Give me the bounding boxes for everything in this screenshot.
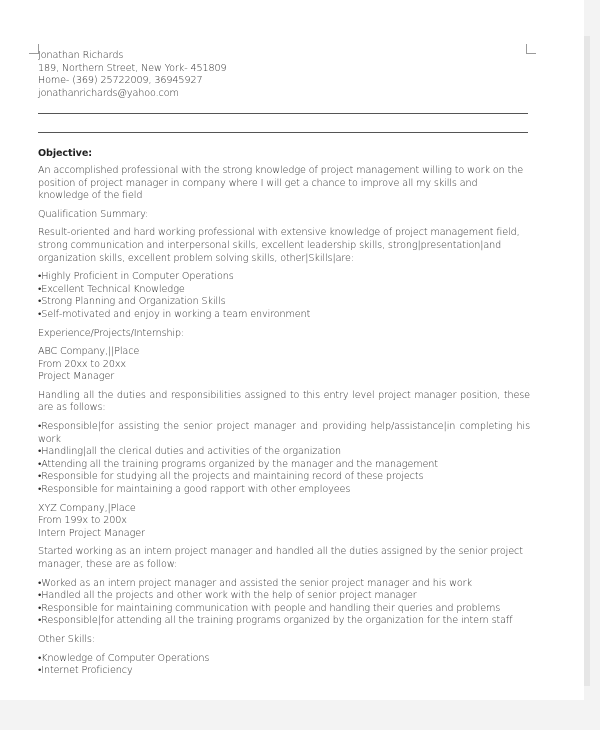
list-item: •Knowledge of Computer Operations — [38, 652, 210, 664]
list-item: •Self-motivated and enjoy in working a team environment — [38, 308, 311, 320]
list-item: •Responsible for studying all the projects and maintaining record of these projects — [38, 471, 424, 483]
list-item: •Strong Planning and Organization Skills — [38, 296, 226, 308]
job2-summary: Started working as an intern project manager and handled all the duties assigned by the senior project manager, these are as follow: — [38, 546, 523, 570]
applicant-name: Jonathan Richards — [38, 50, 124, 61]
list-item: •Handled all the projects and other work with the help of senior project manager — [38, 590, 417, 602]
experience-heading: Experience/Projects/Internship: — [38, 327, 185, 339]
job1-company: ABC Company,||Place — [38, 346, 140, 358]
list-item: •Excellent Technical Knowledge — [38, 283, 185, 295]
applicant-address: 189, Northern Street, New York- 451809 — [38, 62, 227, 74]
list-item: •Internet Proficiency — [38, 665, 133, 677]
qualification-heading: Qualification Summary: — [38, 208, 149, 220]
page-cutoff-fade — [38, 676, 530, 690]
list-item: •Responsible|for assisting the senior project manager and providing help/assistance|in completing his work — [38, 421, 530, 445]
job2-company: XYZ Company,|Place — [38, 502, 136, 514]
vertical-scrollbar[interactable] — [584, 36, 590, 686]
list-item: •Handling|all the clerical duties and activities of the organization — [38, 446, 341, 458]
applicant-phone: Home- (369) 25722009, 36945927 — [38, 75, 203, 87]
list-item: •Responsible for maintaining a good rapport with other employees — [38, 484, 351, 496]
job1-dates: From 20xx to 20xx — [38, 358, 126, 370]
other-skills-heading: Other Skills: — [38, 633, 95, 645]
list-item: •Worked as an intern project manager and assisted the senior project manager and his work — [38, 577, 472, 589]
divider — [38, 113, 528, 114]
job2-dates: From 199x to 200x — [38, 515, 127, 527]
list-item: •Responsible|for attending all the training programs organized by the organization for the intern staff — [38, 615, 513, 627]
qualification-text: Result-oriented and hard working professional with extensive knowledge of project management field, strong communication and interpersonal skills, excellent leadership skills, strong|presentation|and organization skills, excellent problem solving skills, other|Skills|are: — [38, 227, 520, 264]
objective-heading: Objective: — [38, 148, 92, 160]
job1-title: Project Manager — [38, 371, 115, 383]
objective-text: An accomplished professional with the strong knowledge of project management willing to work on the position of project manager in company where I will get a chance to improve all my skills and knowledge of the field — [38, 164, 524, 202]
list-item: •Responsible for maintaining communication with people and handling their queries and problems — [38, 602, 501, 614]
resume-content — [38, 50, 530, 678]
list-item: •Highly Proficient in Computer Operations — [38, 271, 234, 283]
applicant-email: jonathanrichards@yahoo.com — [38, 87, 179, 99]
job2-title: Intern Project Manager — [38, 527, 145, 539]
list-item: •Attending all the training programs organized by the manager and the management — [38, 458, 438, 470]
job1-summary: Handling all the duties and responsibilities assigned to this entry level project manager position, these are as follows: — [38, 389, 530, 414]
